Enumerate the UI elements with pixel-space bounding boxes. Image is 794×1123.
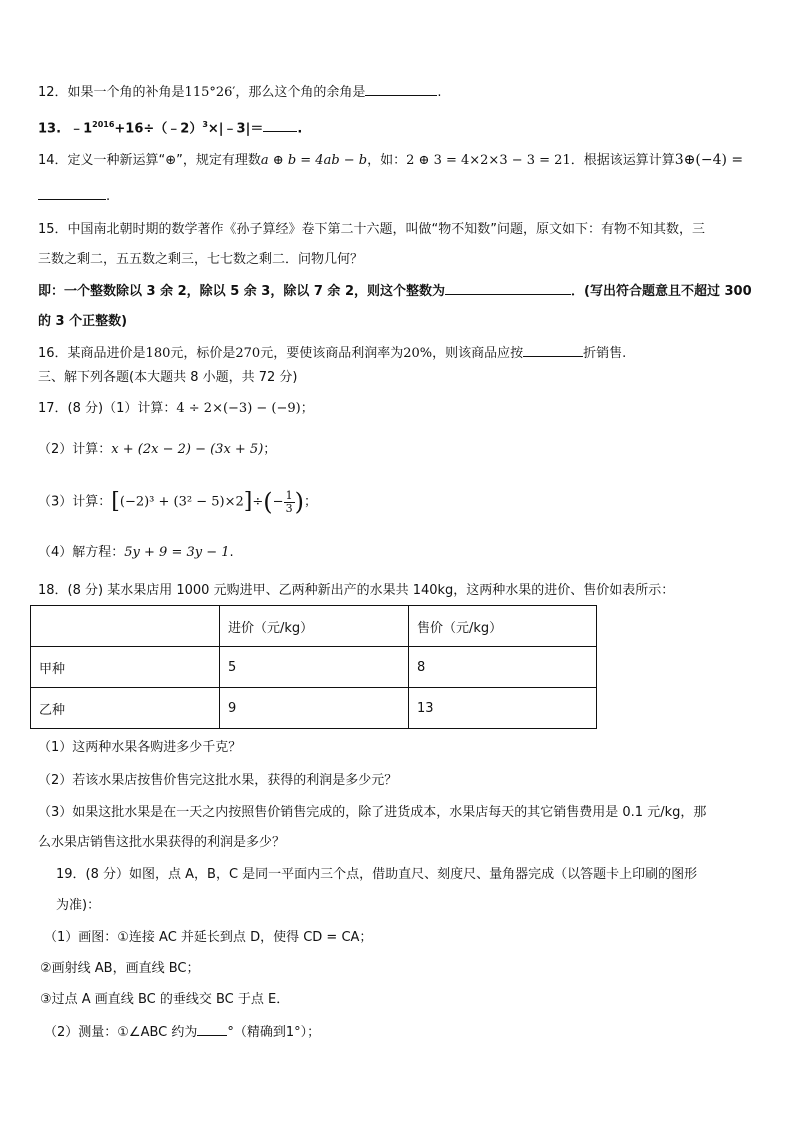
right-bracket: ] bbox=[243, 489, 253, 514]
question-18-sub-1: （1）这两种水果各购进多少千克？ bbox=[38, 740, 242, 755]
q13-number: 13. bbox=[38, 121, 62, 137]
question-18-sub-3-cont: 么水果店销售这批水果获得的利润是多少？ bbox=[38, 835, 286, 850]
question-15-line-3 bbox=[38, 282, 752, 301]
q17-expression-3: (−2)³ + (3² − 5)×2 bbox=[119, 494, 244, 510]
q17-label-4: （4）解方程： bbox=[38, 545, 125, 560]
q13-exponent-2: 3 bbox=[202, 120, 208, 129]
right-paren: ) bbox=[294, 488, 304, 516]
q19-text-2: °（精确到1°）； bbox=[227, 1025, 321, 1040]
question-17-part-1 bbox=[38, 400, 314, 418]
q16-text-5: 折销售. bbox=[583, 346, 627, 361]
question-16 bbox=[38, 344, 626, 363]
q17-end-3: ； bbox=[303, 494, 317, 510]
q13-term-3: ×|﹣3|＝ bbox=[207, 121, 264, 137]
table-cell: 乙种 bbox=[31, 688, 220, 729]
q17-end-2: ； bbox=[263, 442, 277, 457]
fraction-numerator: 1 bbox=[285, 488, 293, 502]
q15-text-2: ．(写出符合题意且不超过 300 bbox=[571, 284, 752, 299]
q17-end: ； bbox=[300, 401, 314, 416]
table-header-cell bbox=[31, 606, 220, 647]
table-cell: 5 bbox=[220, 647, 409, 688]
q14-text: 14．定义一种新运算“⊕”，规定有理数 bbox=[38, 153, 261, 168]
fraction-denominator: 3 bbox=[285, 501, 293, 515]
q15-text: 即：一个整数除以 3 余 2，除以 5 余 3，除以 7 余 2，则这个整数为 bbox=[38, 284, 446, 299]
q16-text-2: 元，标价是 bbox=[170, 346, 236, 361]
question-12 bbox=[38, 83, 442, 102]
q19-text: （2）测量：①∠ABC 约为 bbox=[44, 1025, 198, 1040]
answer-blank[interactable] bbox=[38, 187, 106, 200]
question-19-line-2: 为准)： bbox=[56, 898, 101, 913]
q16-cost: 180 bbox=[145, 346, 171, 361]
answer-blank[interactable] bbox=[523, 344, 583, 357]
q12-text-2: ，那么这个角的余角是 bbox=[235, 85, 366, 100]
question-17-part-2 bbox=[38, 441, 276, 459]
left-paren: ( bbox=[263, 488, 273, 516]
q14-text-2: ，如： bbox=[367, 153, 407, 168]
question-19-step-3: ③过点 A 画直线 BC 的垂线交 BC 于点 E． bbox=[40, 992, 290, 1007]
q12-angle: 115°26′ bbox=[184, 85, 236, 100]
q17-minus: − bbox=[272, 494, 284, 510]
table-row bbox=[31, 647, 597, 688]
q17-label-2: （2）计算： bbox=[38, 442, 112, 457]
q16-text: 16．某商品进价是 bbox=[38, 346, 146, 361]
q13-end: . bbox=[297, 121, 303, 137]
question-14-answer bbox=[38, 187, 110, 206]
q17-end-4: . bbox=[229, 545, 234, 560]
q14-example: 2 ⊕ 3 = 4×2×3 − 3 = 21 bbox=[406, 153, 571, 168]
q13-term-2: +16÷（﹣2） bbox=[114, 121, 203, 137]
question-17-part-3 bbox=[38, 484, 317, 520]
q14-expression: 3⊕(−4) = bbox=[674, 152, 744, 168]
question-18-intro: 18．(8 分) 某水果店用 1000 元购进甲、乙两种新出产的水果共 140kg，这两种水果的进价、售价如表所示： bbox=[38, 583, 675, 598]
table-cell: 9 bbox=[220, 688, 409, 729]
table-cell: 甲种 bbox=[31, 647, 220, 688]
question-15-line-1: 15．中国南北朝时期的数学著作《孙子算经》卷下第二十六题，叫做“物不知数”问题，原文如下：有物不知其数，三 bbox=[38, 222, 706, 237]
question-19-step-1: （1）画图：①连接 AC 并延长到点 D，使得 CD = CA； bbox=[44, 930, 373, 945]
question-13 bbox=[38, 116, 302, 138]
q12-text: 12．如果一个角的补角是 bbox=[38, 85, 185, 100]
answer-blank[interactable] bbox=[365, 83, 437, 96]
q16-text-3: 元，要使该商品利润率为 bbox=[260, 346, 404, 361]
fraction bbox=[284, 490, 295, 515]
question-18-sub-3: （3）如果这批水果是在一天之内按照售价销售完成的，除了进货成本，水果店每天的其它销售费用是 0.1 元/kg，那 bbox=[38, 805, 707, 820]
table-header-cell: 售价（元/kg） bbox=[409, 606, 597, 647]
question-19-line-1: 19．(8 分）如图，点 A，B，C 是同一平面内三个点，借助直尺、刻度尺、量角器完成（以答题卡上印刷的图形 bbox=[56, 867, 698, 882]
table-cell: 8 bbox=[409, 647, 597, 688]
question-18-sub-2: （2）若该水果店按售价售完这批水果，获得的利润是多少元？ bbox=[38, 773, 398, 788]
fruit-price-table bbox=[30, 605, 597, 729]
table-header-cell: 进价（元/kg） bbox=[220, 606, 409, 647]
q14-definition: a ⊕ b = 4ab − b bbox=[260, 153, 368, 168]
question-15-line-4: 的 3 个正整数) bbox=[38, 314, 128, 329]
q17-expression-1: 4 ÷ 2×(−3) − (−9) bbox=[176, 401, 301, 416]
question-17-part-4 bbox=[38, 544, 234, 562]
table-row bbox=[31, 688, 597, 729]
q13-term: ﹣1 bbox=[70, 121, 93, 137]
table-header-row bbox=[31, 606, 597, 647]
question-19-step-4 bbox=[44, 1023, 320, 1042]
question-15-line-2: 三数之剩二，五五数之剩三，七七数之剩二．问物几何？ bbox=[38, 252, 364, 267]
q17-label-3: （3）计算： bbox=[38, 494, 112, 510]
q13-exponent: 2016 bbox=[92, 120, 115, 129]
section-heading: 三、解下列各题(本大题共 8 小题，共 72 分) bbox=[38, 370, 298, 385]
table-cell: 13 bbox=[409, 688, 597, 729]
q17-expression-2: x + (2x − 2) − (3x + 5) bbox=[111, 442, 264, 457]
q17-label: 17．(8 分)（1）计算： bbox=[38, 401, 177, 416]
q14-text-3: ．根据该运算计算 bbox=[570, 153, 675, 168]
q14-end: . bbox=[106, 189, 111, 204]
q17-divide: ÷ bbox=[252, 494, 264, 510]
answer-blank[interactable] bbox=[197, 1023, 227, 1036]
answer-blank[interactable] bbox=[263, 119, 297, 132]
q16-rate: 20% bbox=[403, 346, 433, 361]
q16-price: 270 bbox=[235, 346, 261, 361]
q17-equation: 5y + 9 = 3y − 1 bbox=[124, 545, 230, 560]
left-bracket: [ bbox=[111, 489, 120, 514]
answer-blank[interactable] bbox=[445, 282, 571, 295]
q16-text-4: ，则该商品应按 bbox=[432, 346, 524, 361]
question-19-step-2: ②画射线 AB，画直线 BC； bbox=[40, 961, 200, 976]
question-14 bbox=[38, 151, 743, 170]
q12-end: . bbox=[437, 85, 442, 100]
